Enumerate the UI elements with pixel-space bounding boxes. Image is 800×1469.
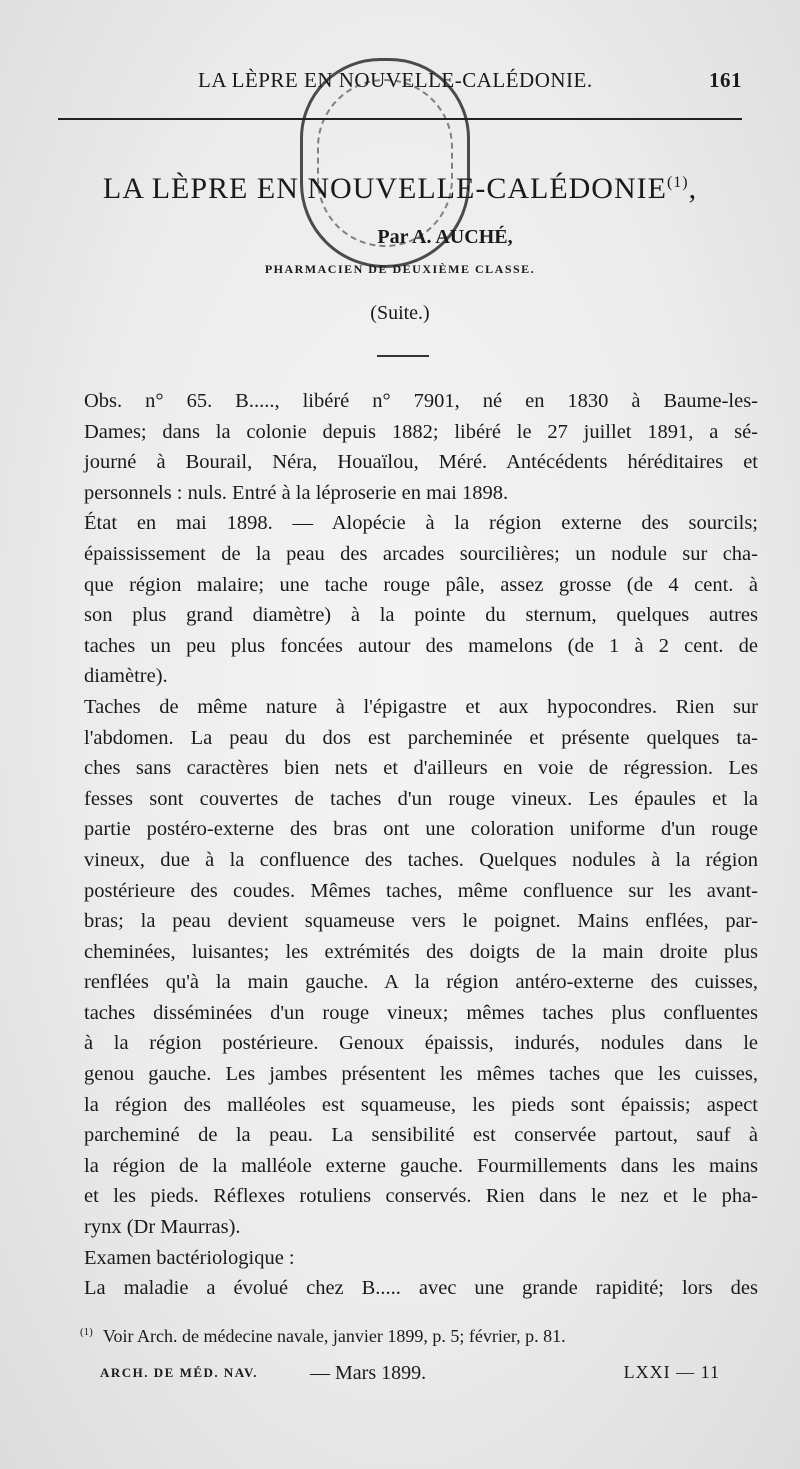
- text-line: postérieure des coudes. Mêmes taches, même confluence sur les avant-: [84, 879, 758, 902]
- text-line: partie postéro-externe des bras ont une coloration uniforme d'un rouge: [84, 818, 758, 841]
- article-title: LA LÈPRE EN NOUVELLE-CALÉDONIE$^{(1)}$,: [102, 172, 698, 205]
- article-title-text: LA LÈPRE EN NOUVELLE-CALÉDONIE: [102, 172, 667, 205]
- text-line: diamètre).: [84, 665, 168, 688]
- footnote-text: Voir Arch. de médecine navale, janvier 1899, p. 5; février, p. 81.: [102, 1326, 566, 1346]
- text-line: ches sans caractères bien nets et d'ailleurs en voie de régression. Les: [84, 757, 758, 780]
- title-footnote-mark: (1): [666, 174, 689, 191]
- text-line: et les pieds. Réflexes rotuliens conservés. Rien dans le nez et le pha-: [84, 1185, 758, 1208]
- text-line: cheminées, luisantes; les extrémités des doigts de la main droite plus: [84, 940, 758, 963]
- text-line: à la région postérieure. Genoux épaissis, indurés, nodules dans le: [84, 1032, 758, 1055]
- text-line: que région malaire; une tache rouge pâle, assez grosse (de 4 cent. à: [84, 573, 758, 596]
- running-head: [58, 62, 742, 96]
- text-line: État en mai 1898. — Alopécie à la région externe des sourcils;: [84, 512, 758, 535]
- text-line: l'abdomen. La peau du dos est parcheminée et présente quelques ta-: [84, 726, 758, 749]
- body-text: [58, 386, 758, 1304]
- text-line: son plus grand diamètre) à la pointe du sternum, quelques autres: [84, 604, 758, 627]
- affiliation: PHARMACIEN DE DEUXIÈME CLASSE.: [264, 262, 536, 276]
- text-line: la région de la malléole externe gauche. Fourmillements dans les mains: [84, 1154, 758, 1177]
- text-line: taches un peu plus foncées autour des mamelons (de 1 à 2 cent. de: [84, 634, 758, 657]
- paragraph-observation: [58, 386, 758, 508]
- text-line: vineux, due à la confluence des taches. Quelques nodules à la région: [84, 848, 758, 871]
- paragraph-state: [58, 508, 758, 692]
- text-line: parcheminé de la peau. La sensibilité est conservée partout, sauf à: [84, 1124, 758, 1147]
- footnote: [80, 1326, 740, 1347]
- text-line: la région des malléoles est squameuse, les pieds sont épaissis; aspect: [84, 1093, 758, 1116]
- text-line: personnels : nuls. Entré à la léproserie en mai 1898.: [84, 481, 509, 504]
- page-number: 161: [709, 68, 742, 92]
- paragraph-exam: [58, 1243, 758, 1274]
- footer-volume: LXXI — 11: [623, 1362, 720, 1382]
- text-line: Taches de même nature à l'épigastre et aux hypocondres. Rien sur: [84, 695, 758, 718]
- running-title: LA LÈPRE EN NOUVELLE-CALÉDONIE.: [198, 68, 593, 92]
- header-rule: [58, 118, 742, 120]
- paragraph-taches: [58, 692, 758, 1243]
- text-line: Examen bactériologique :: [84, 1246, 295, 1269]
- text-line: taches disséminées d'un rouge vineux; mêmes taches plus confluentes: [84, 1001, 758, 1024]
- footer-journal: ARCH. DE MÉD. NAV.: [100, 1365, 258, 1380]
- text-line: La maladie a évolué chez B..... avec une grande rapidité; lors des: [84, 1277, 758, 1300]
- text-line: fesses sont couvertes de taches d'un rouge vineux. Les épaules et la: [84, 787, 758, 810]
- byline: Par A. AUCHÉ,: [377, 226, 513, 248]
- text-line: journé à Bourail, Néra, Houaïlou, Méré. Antécédents héréditaires et: [84, 451, 758, 474]
- text-line: épaississement de la peau des arcades sourcilières; un nodule sur cha-: [84, 542, 758, 565]
- text-line: Dames; dans la colonie depuis 1882; libéré le 27 juillet 1891, a sé-: [84, 420, 758, 443]
- section-rule: [377, 355, 429, 357]
- paragraph-evolution: [58, 1273, 758, 1304]
- footer-date: — Mars 1899.: [310, 1362, 427, 1384]
- footnote-mark: (1): [80, 1326, 93, 1338]
- text-line: bras; la peau devient squameuse vers le poignet. Mains enflées, par-: [84, 910, 758, 933]
- text-line: rynx (Dr Maurras).: [84, 1216, 241, 1239]
- text-line: genou gauche. Les jambes présentent les mêmes taches que les cuisses,: [84, 1063, 758, 1086]
- text-line: Obs. n° 65. B....., libéré n° 7901, né en 1830 à Baume-les-: [84, 390, 758, 412]
- suite-note: (Suite.): [370, 302, 430, 324]
- text-line: renflées qu'à la main gauche. A la région antéro-externe des cuisses,: [84, 971, 758, 994]
